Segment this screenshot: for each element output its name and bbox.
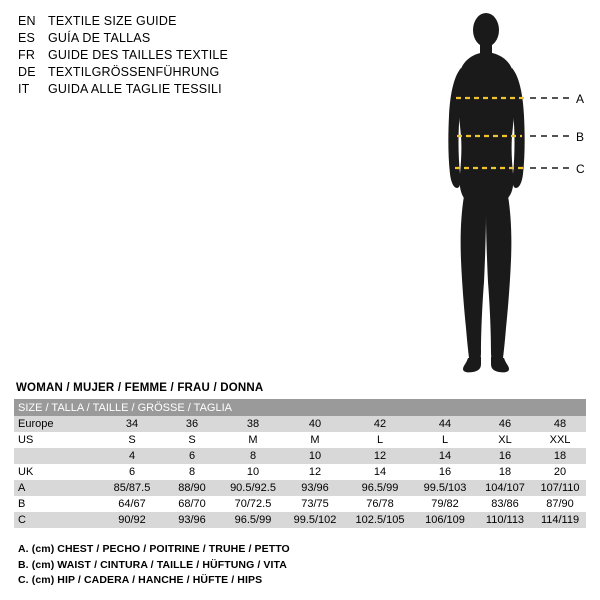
- cell: 18: [534, 448, 586, 464]
- note-chest: A. (cm) CHEST / PECHO / POITRINE / TRUHE / PETTO: [18, 543, 290, 555]
- row-label: UK: [14, 464, 102, 480]
- cell: S: [102, 432, 162, 448]
- size-table: [14, 399, 586, 528]
- cell: 73/75: [284, 496, 346, 512]
- cell: L: [346, 432, 414, 448]
- cell: 16: [414, 464, 476, 480]
- title-text: GUIDE DES TAILLES TEXTILE: [48, 48, 229, 62]
- title-row: [18, 65, 348, 82]
- cell: 76/78: [346, 496, 414, 512]
- section-heading: WOMAN / MUJER / FEMME / FRAU / DONNA: [16, 382, 264, 394]
- title-text: TEXTILGRÖSSENFÜHRUNG: [48, 65, 220, 79]
- cell: 20: [534, 464, 586, 480]
- cell: 68/70: [162, 496, 222, 512]
- row-label: B: [14, 496, 102, 512]
- title-row: [18, 31, 348, 48]
- table-row: [14, 448, 586, 464]
- table-header-label: SIZE / TALLA / TAILLE / GRÖSSE / TAGLIA: [14, 399, 586, 416]
- cell: 79/82: [414, 496, 476, 512]
- title-text: GUÍA DE TALLAS: [48, 31, 151, 45]
- title-lang-code: ES: [18, 31, 36, 45]
- cell: 18: [476, 464, 534, 480]
- cell: 8: [162, 464, 222, 480]
- cell: 64/67: [102, 496, 162, 512]
- cell: 110/113: [476, 512, 534, 528]
- guide-label-b: B: [576, 130, 585, 144]
- cell: 83/86: [476, 496, 534, 512]
- cell: 96.5/99: [222, 512, 284, 528]
- cell: 4: [102, 448, 162, 464]
- table-header-row: [14, 399, 586, 416]
- cell: 42: [346, 416, 414, 432]
- measurement-notes: [18, 542, 578, 589]
- row-label: US: [14, 432, 102, 448]
- cell: 34: [102, 416, 162, 432]
- cell: 106/109: [414, 512, 476, 528]
- row-label: A: [14, 480, 102, 496]
- cell: 102.5/105: [346, 512, 414, 528]
- cell: 36: [162, 416, 222, 432]
- cell: 96.5/99: [346, 480, 414, 496]
- row-label: C: [14, 512, 102, 528]
- table-row: [14, 464, 586, 480]
- cell: XXL: [534, 432, 586, 448]
- cell: XL: [476, 432, 534, 448]
- cell: 90/92: [102, 512, 162, 528]
- size-table-section: [14, 382, 586, 528]
- cell: M: [284, 432, 346, 448]
- cell: 99.5/102: [284, 512, 346, 528]
- silhouette-icon: [448, 13, 524, 372]
- guide-label-c: C: [576, 162, 585, 176]
- cell: 99.5/103: [414, 480, 476, 496]
- cell: 12: [284, 464, 346, 480]
- title-text: GUIDA ALLE TAGLIE TESSILI: [48, 82, 222, 96]
- cell: 16: [476, 448, 534, 464]
- cell: 93/96: [284, 480, 346, 496]
- cell: 10: [284, 448, 346, 464]
- row-label: [14, 448, 102, 464]
- title-row: [18, 82, 348, 99]
- title-lang-code: FR: [18, 48, 36, 62]
- cell: 38: [222, 416, 284, 432]
- cell: 85/87.5: [102, 480, 162, 496]
- cell: 10: [222, 464, 284, 480]
- table-row: [14, 416, 586, 432]
- table-row: [14, 480, 586, 496]
- table-row: [14, 496, 586, 512]
- title-lang-code: IT: [18, 82, 30, 96]
- cell: 107/110: [534, 480, 586, 496]
- title-row: [18, 14, 348, 31]
- table-row: [14, 512, 586, 528]
- cell: 14: [346, 464, 414, 480]
- cell: 70/72.5: [222, 496, 284, 512]
- title-lang-code: EN: [18, 14, 36, 28]
- cell: 90.5/92.5: [222, 480, 284, 496]
- cell: 40: [284, 416, 346, 432]
- title-block: [18, 14, 348, 99]
- guide-label-a: A: [576, 92, 585, 106]
- cell: 93/96: [162, 512, 222, 528]
- cell: L: [414, 432, 476, 448]
- note-waist: B. (cm) WAIST / CINTURA / TAILLE / HÜFTUNG / VITA: [18, 558, 287, 571]
- title-lang-code: DE: [18, 65, 36, 79]
- cell: M: [222, 432, 284, 448]
- cell: 6: [162, 448, 222, 464]
- title-text: TEXTILE SIZE GUIDE: [48, 14, 177, 28]
- female-silhouette-figure: [430, 8, 590, 376]
- cell: 8: [222, 448, 284, 464]
- row-label: Europe: [14, 416, 102, 432]
- note-hip: C. (cm) HIP / CADERA / HANCHE / HÜFTE / HIPS: [18, 574, 263, 586]
- cell: S: [162, 432, 222, 448]
- title-row: [18, 48, 348, 65]
- cell: 48: [534, 416, 586, 432]
- cell: 88/90: [162, 480, 222, 496]
- cell: 46: [476, 416, 534, 432]
- table-row: [14, 432, 586, 448]
- cell: 12: [346, 448, 414, 464]
- cell: 104/107: [476, 480, 534, 496]
- cell: 14: [414, 448, 476, 464]
- cell: 44: [414, 416, 476, 432]
- cell: 114/119: [534, 512, 586, 528]
- cell: 87/90: [534, 496, 586, 512]
- cell: 6: [102, 464, 162, 480]
